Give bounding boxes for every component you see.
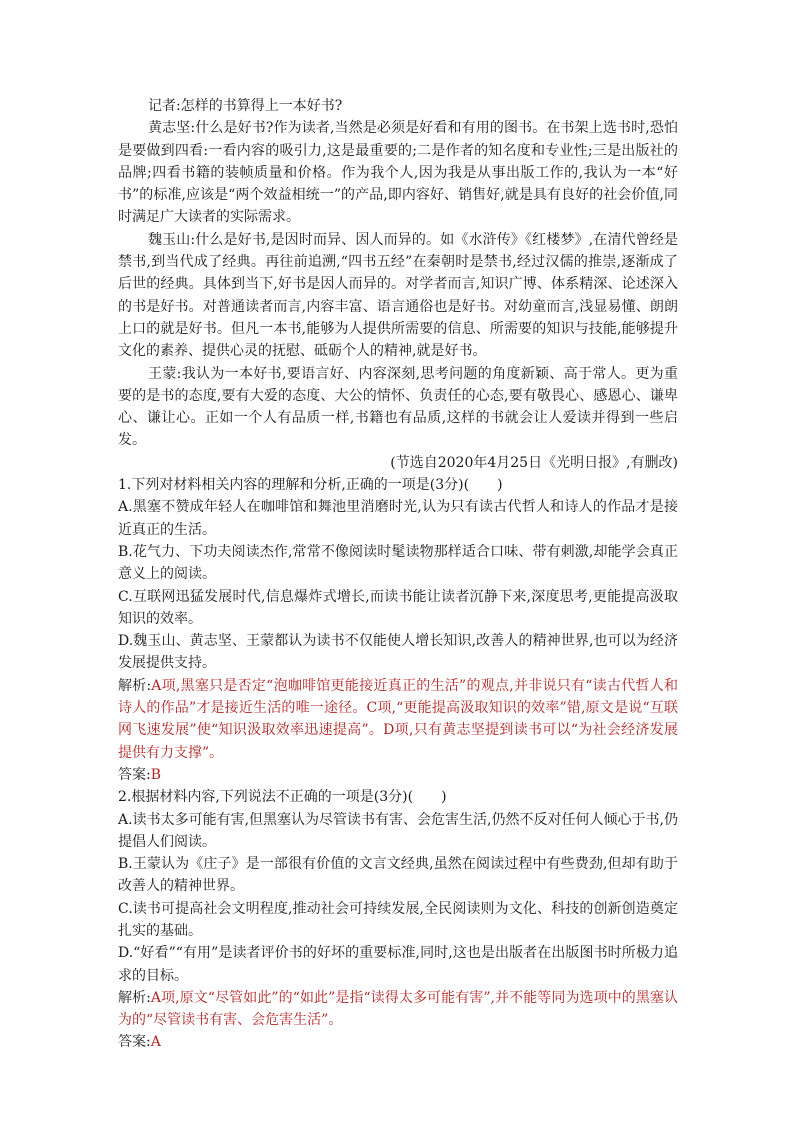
huang-paragraph: 黄志坚:什么是好书?作为读者,当然是必须是好看和有用的图书。在书架上选书时,恐怕是要做到四看:一看内容的吸引力,这是最重要的;二是作者的知名度和专业性;三是出版社的品牌;四看书籍的装帧质量和价格。作为我个人,因为我是从事出版工作的,我认为一本“好书”的标准,应该是“两个效益相统一”的产品,即内容好、销售好,就是具有良好的社会价值,同时满足广大读者的实际需求。 bbox=[118, 120, 678, 226]
q2-option-b: B.王蒙认为《庄子》是一部很有价值的文言文经典,虽然在阅读过程中有些费劲,但却有助于改善人的精神世界。 bbox=[118, 856, 678, 895]
q1-answer bbox=[118, 764, 678, 786]
q2-analysis-text: A项,原文“尽管如此”的“如此”是指“读得太多可能有害”,并不能等同为选项中的黑塞认为的“尽管读书有害、会危害生活”。 bbox=[118, 989, 679, 1029]
wei-paragraph: 魏玉山:什么是好书,是因时而异、因人而异的。如《水浒传》《红楼梦》,在清代曾经是禁书,到当代成了经典。再往前追溯,“四书五经”在秦朝时是禁书,经过汉儒的推崇,逐渐成了后世的经典。具体到当下,好书是因人而异的。对学者而言,知识广博、体系精深、论述深入的书是好书。对普通读者而言,内容丰富、语言通俗也是好书。对幼童而言,浅显易懂、朗朗上口的就是好书。但凡一本书,能够为人提供所需要的信息、所需要的知识与技能,能够提升文化的素养、提供心灵的抚慰、砥砺个人的精神,就是好书。 bbox=[118, 231, 678, 360]
q1-option-d: D.魏玉山、黄志坚、王蒙都认为读书不仅能使人增长知识,改善人的精神世界,也可以为经济发展提供支持。 bbox=[118, 633, 678, 672]
q2-analysis-label: 解析: bbox=[118, 989, 151, 1006]
q1-analysis bbox=[118, 675, 678, 764]
wang-paragraph: 王蒙:我认为一本好书,要语言好、内容深刻,思考问题的角度新颖、高于常人。更为重要的是书的态度,要有大爱的态度、大公的情怀、负责任的心态,要有敬畏心、感恩心、谦卑心、谦让心。正如一个人有品质一样,书籍也有品质,这样的书就会让人爱读并得到一些启发。 bbox=[118, 365, 678, 449]
q1-analysis-label: 解析: bbox=[118, 677, 152, 694]
q2-answer-value: A bbox=[150, 1034, 161, 1051]
source-citation: (节选自2020年4月25日《光明日报》,有删改) bbox=[390, 454, 678, 471]
document-page bbox=[118, 95, 678, 1054]
q1-option-c: C.互联网迅猛发展时代,信息爆炸式增长,而读书能让读者沉静下来,深度思考,更能提高汲取知识的效率。 bbox=[118, 588, 678, 627]
q1-option-a: A.黑塞不赞成年轻人在咖啡馆和舞池里消磨时光,认为只有读古代哲人和诗人的作品才是接近真正的生活。 bbox=[118, 499, 678, 538]
q1-answer-value: B bbox=[150, 766, 162, 783]
q1-analysis-text: A项,黑塞只是否定“泡咖啡馆更能接近真正的生活”的观点,并非说只有“读古代哲人和诗人的作品”才是接近生活的唯一途径。C项,“更能提高汲取知识的效率”错,原文是说“互联网飞速发展”使“知识汲取效率迅速提高”。D项,只有黄志坚提到读书可以“为社会经济发展提供有力支撑”。 bbox=[118, 677, 679, 761]
q2-option-d: D.“好看”“有用”是读者评价书的好坏的重要标准,同时,这也是出版者在出版图书时所极力追求的目标。 bbox=[118, 945, 678, 984]
q2-option-c: C.读书可提高社会文明程度,推动社会可持续发展,全民阅读则为文化、科技的创新创造奠定扎实的基础。 bbox=[118, 900, 678, 939]
q1-stem: 1.下列对材料相关内容的理解和分析,正确的一项是(3分)( ) bbox=[118, 477, 503, 494]
q1-option-b: B.花气力、下功夫阅读杰作,常常不像阅读时髦读物那样适合口味、带有刺激,却能学会真正意义上的阅读。 bbox=[118, 543, 678, 583]
q2-stem: 2.根据材料内容,下列说法不正确的一项是(3分)( ) bbox=[118, 789, 447, 806]
q2-answer-label: 答案: bbox=[118, 1034, 151, 1051]
q2-analysis bbox=[118, 987, 678, 1032]
q2-answer bbox=[118, 1031, 678, 1053]
q2-option-a: A.读书太多可能有害,但黑塞认为尽管读书有害、会危害生活,仍然不反对任何人倾心于书,仍提倡人们阅读。 bbox=[118, 811, 678, 850]
q1-answer-label: 答案: bbox=[118, 766, 151, 783]
reporter-question: 记者:怎样的书算得上一本好书? bbox=[148, 98, 343, 114]
